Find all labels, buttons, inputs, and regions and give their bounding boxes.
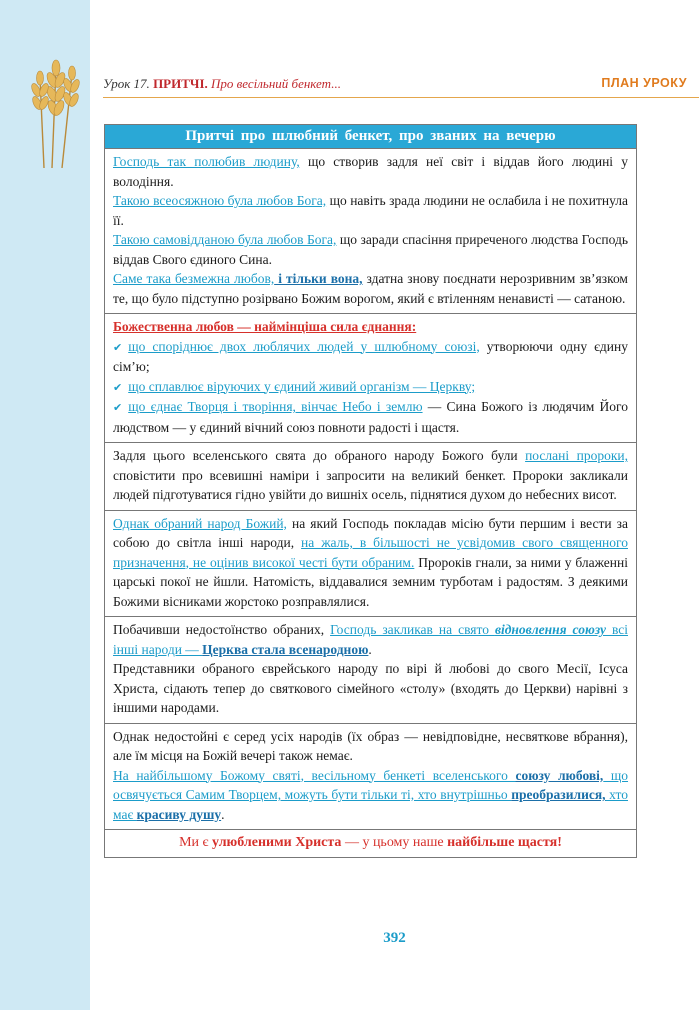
highlight-text: Такою всеосяжною була любов Бога,	[113, 193, 327, 208]
highlight-text: Такою самовідданою була любов Бога,	[113, 232, 337, 247]
body-text: сповістити про всевишні наміри і запросити на великий бенкет. Пророки закликали людей підготуватися гідно увійти до вишніх осель, піднятися духом до небесних висот.	[113, 467, 628, 502]
emphasis-text: улюбленими Христа	[212, 835, 342, 850]
section-heading: Божественна любов — наймінціша сила єднання:	[113, 319, 417, 334]
body-text: — Сина Божого із людячим Його людством — у єдиний вічний союз повноти радості і щастя.	[113, 399, 629, 435]
body-text: що навіть зрада людини не ослабила і не похитнула її.	[113, 193, 628, 228]
body-text: .	[221, 806, 225, 822]
emphasis-text: союзу любові,	[515, 767, 604, 783]
highlight-text: що сплавлює віруючих у єдиний живий організм — Церкву;	[128, 378, 476, 394]
body-text: Пророків гнали, за ними у блаженні царські покої не йшли. Натомість, віддавалися земним турботам і радостям. З деякими Божими вісниками жорстоко розправлялися.	[113, 554, 628, 609]
emphasis-text: відновлення союзу	[494, 622, 606, 637]
emphasis-text: і тільки вона,	[274, 271, 363, 286]
body-text: Представники обраного єврейського народу по вірі й любові до свого Месії, Ісуса Христа, сідають тепер до святкового сімейного «столу» (входять до Церкви) нарівні з іншими народами.	[113, 661, 628, 715]
highlight-text: що єднає Творця і творіння, вінчає Небо і землю	[128, 399, 423, 414]
highlight-text: на жаль, в більшості не усвідомив свого священного призначення, не оцінив високої честі бути обраним.	[113, 535, 628, 570]
lesson-title: ПРИТЧІ.	[153, 76, 208, 91]
header-divider	[103, 97, 699, 98]
highlight-text: хто має	[113, 787, 628, 822]
body-text: Однак недостойні є серед усіх народів (їх образ — невідповідне, несвяткове вбрання), але їм місця на Божій вечері також немає.	[113, 728, 628, 763]
table-row	[105, 313, 636, 442]
table-row	[105, 148, 636, 313]
check-icon: ✔	[113, 401, 123, 414]
conclusion-row	[105, 829, 636, 857]
highlight-text: Господь так полюбив людину,	[113, 154, 300, 169]
body-text: що створив задля неї світ і віддав його людині у володіння.	[113, 154, 628, 189]
highlight-text: Однак обраний народ Божий,	[113, 515, 287, 531]
lesson-plan-label: ПЛАН УРОКУ	[601, 76, 687, 90]
body-text: утворюючи одну єдину сім’ю;	[113, 338, 629, 374]
table-row	[105, 723, 636, 830]
highlight-text: всі інші народи —	[113, 622, 629, 657]
highlight-text: що освячується Самим Творцем, можуть бути тільки ті, хто внутрішньо	[113, 767, 629, 802]
lesson-table	[104, 124, 637, 858]
page-number: 392	[383, 930, 406, 946]
body-text: Побачивши недостоїнство обраних,	[113, 622, 331, 637]
emphasis-text: Церква стала всенародною	[202, 641, 369, 657]
highlight-text: послані пророки,	[525, 448, 628, 463]
table-row	[105, 442, 636, 510]
body-text: — у цьому наше	[341, 835, 448, 850]
lesson-number: Урок 17.	[103, 76, 150, 91]
lesson-subtitle: Про весільний бенкет...	[211, 76, 341, 91]
body-text: Задля цього вселенського свята до обраного народу Божого були	[113, 448, 526, 463]
wheat-icon	[22, 28, 92, 168]
body-text: .	[368, 641, 372, 657]
check-icon: ✔	[113, 380, 123, 394]
emphasis-text: найбільше щастя!	[447, 835, 562, 850]
body-text: Ми є	[179, 835, 213, 850]
body-text: на який Господь покладав місію бути першим і вести за собою до світла інші народи,	[113, 515, 628, 550]
body-text: здатна знову поєднати нерозривним зв’язком те, що було підступно розірвано Божим ворогом, який є втіленням ненависті — сатаною.	[113, 271, 628, 306]
highlight-text: Саме така безмежна любов,	[113, 271, 275, 286]
check-icon: ✔	[113, 340, 123, 354]
highlight-text: Господь закликав на свято	[330, 622, 495, 637]
table-row	[105, 616, 636, 723]
emphasis-text: преобразилися,	[511, 787, 606, 802]
emphasis-text: красиву душу	[136, 806, 222, 822]
table-row	[105, 510, 636, 617]
highlight-text: що споріднює двох люблячих людей у шлюбному союзі,	[128, 338, 480, 354]
body-text: що заради спасіння приреченого людства Господь віддав Свого єдиного Сина.	[113, 232, 628, 267]
table-title: Притчі про шлюбний бенкет, про званих на вечерю	[105, 125, 636, 148]
highlight-text: На найбільшому Божому святі, весільному бенкеті вселенського	[113, 767, 516, 783]
